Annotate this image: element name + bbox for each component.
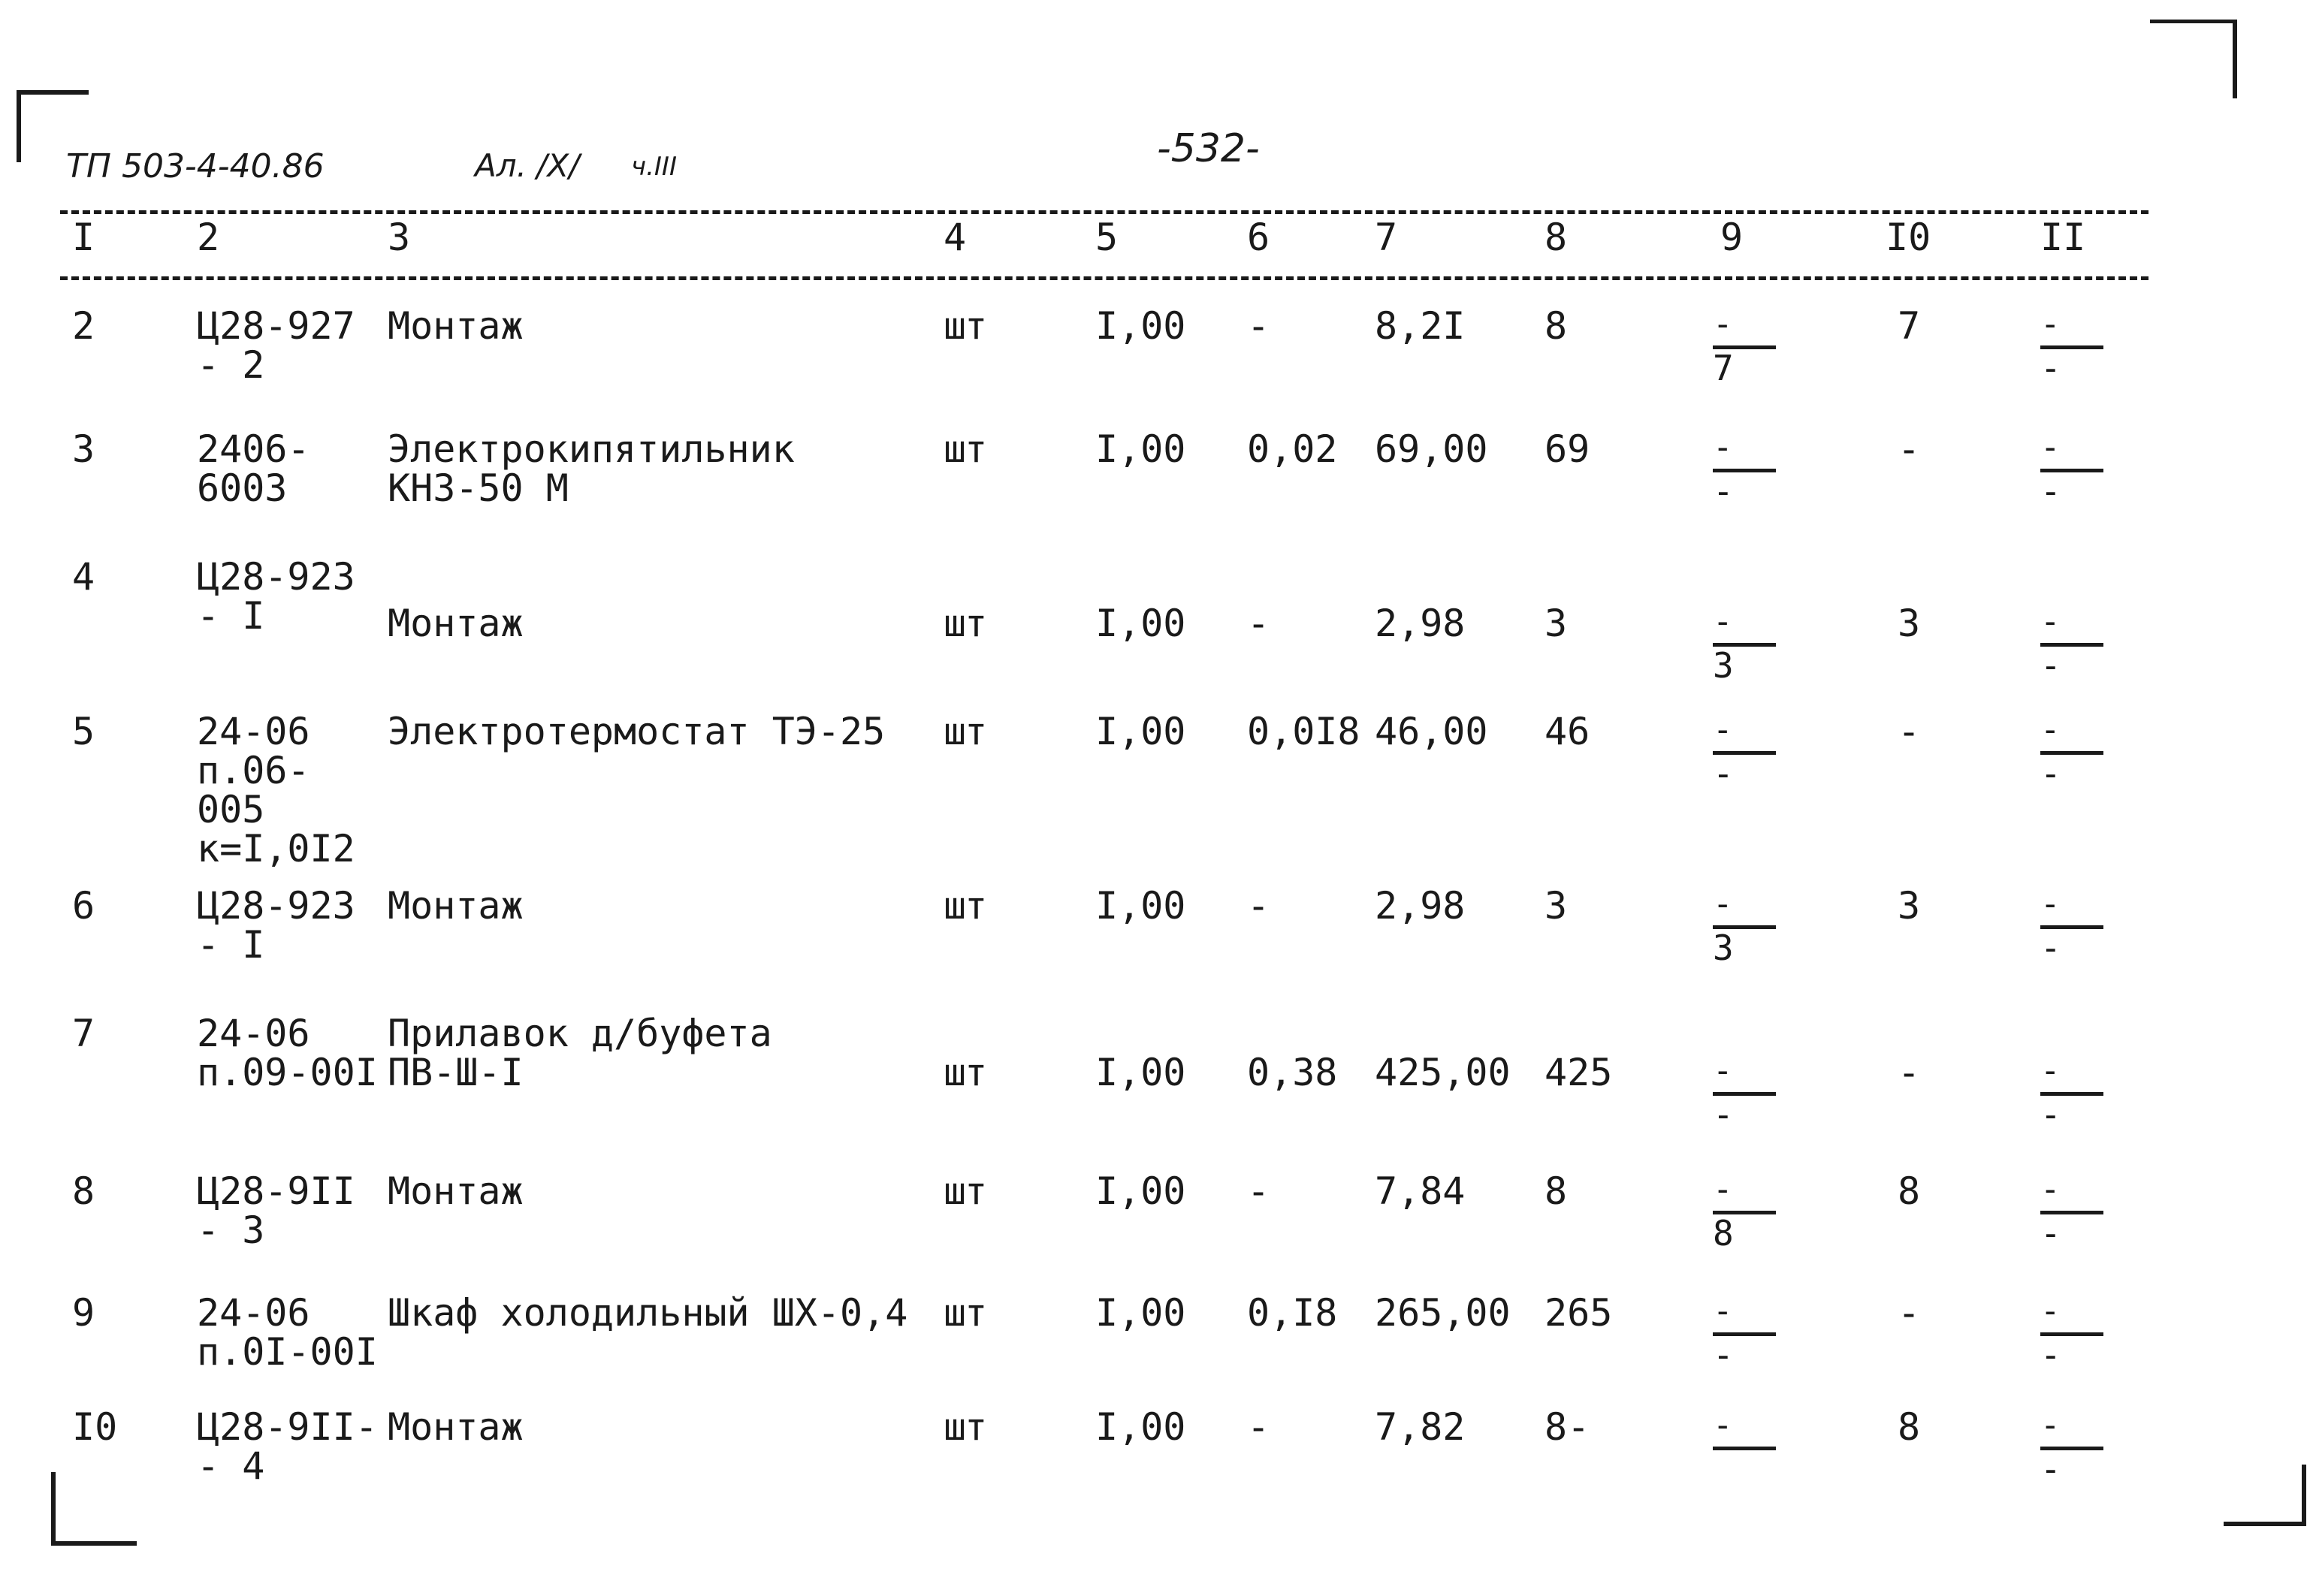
row-col10: 8 [1898, 1405, 1921, 1449]
row-col9-fraction [1713, 1170, 1785, 1256]
header-rule-bottom [60, 276, 2148, 280]
row-col9-fraction-numerator: - [1713, 602, 1733, 641]
row-name: Монтаж [388, 884, 524, 928]
row-col11-fraction-numerator: - [2040, 305, 2061, 343]
row-name: Монтаж [388, 1169, 524, 1213]
column-header-1: I [72, 216, 95, 259]
row-mass: 0,I8 [1247, 1291, 1338, 1335]
row-price: 2,98 [1375, 602, 1466, 645]
row-col9-fraction [1713, 1051, 1785, 1137]
row-code: Ц28-9II- - 4 [197, 1405, 378, 1488]
row-unit: шт [944, 304, 986, 348]
row-col11-fraction-denominator: - [2040, 928, 2061, 968]
row-mass: 0,38 [1247, 1051, 1338, 1094]
row-col10: - [1898, 1051, 1921, 1094]
row-col11-fraction-denominator: - [2040, 753, 2061, 794]
row-price: 46,00 [1375, 710, 1488, 753]
row-col9-fraction-denominator: - [1713, 471, 1734, 511]
row-code: 24-06 п.06- 005 к=I,0I2 [197, 710, 355, 870]
row-number: 9 [72, 1291, 95, 1335]
row-price: 7,84 [1375, 1169, 1466, 1213]
row-col10: - [1898, 427, 1921, 471]
column-header-11: II [2040, 216, 2086, 259]
row-quantity: I,00 [1095, 884, 1186, 928]
row-price: 425,00 [1375, 1051, 1511, 1094]
part-number: ч.III [631, 152, 677, 182]
row-col9-fraction-numerator: - [1713, 1170, 1733, 1208]
column-header-10: I0 [1886, 216, 1931, 259]
row-unit: шт [944, 1405, 986, 1449]
row-name: Монтаж [388, 1405, 524, 1449]
row-price: 2,98 [1375, 884, 1466, 928]
row-price: 69,00 [1375, 427, 1488, 471]
column-header-8: 8 [1545, 216, 1568, 259]
row-quantity: I,00 [1095, 1051, 1186, 1094]
row-total: 8- [1545, 1405, 1590, 1449]
row-col11-fraction-numerator: - [2040, 1051, 2061, 1090]
row-name: Монтаж [388, 304, 524, 348]
row-col9-fraction-bar [1713, 1447, 1776, 1450]
row-col11-fraction-numerator: - [2040, 711, 2061, 749]
row-total: 3 [1545, 884, 1568, 928]
row-col11-fraction [2040, 1292, 2112, 1377]
row-col10: 3 [1898, 602, 1921, 645]
row-unit: шт [944, 710, 986, 753]
row-col11-fraction-numerator: - [2040, 1170, 2061, 1208]
row-col9-fraction-denominator: 3 [1713, 645, 1734, 686]
row-code: 24-06 п.0I-00I [197, 1291, 378, 1374]
row-col10: 3 [1898, 884, 1921, 928]
row-mass: 0,0I8 [1247, 710, 1360, 753]
row-quantity: I,00 [1095, 427, 1186, 471]
row-total: 69 [1545, 427, 1590, 471]
row-col11-fraction [2040, 1170, 2112, 1256]
row-code: Ц28-923 - I [197, 884, 355, 967]
row-col11-fraction-denominator: - [2040, 645, 2061, 686]
row-col11-fraction-numerator: - [2040, 1406, 2061, 1444]
row-unit: шт [944, 427, 986, 471]
row-mass: - [1247, 304, 1270, 348]
row-col11-fraction-denominator: - [2040, 471, 2061, 511]
row-quantity: I,00 [1095, 602, 1186, 645]
row-col9-fraction-denominator: 3 [1713, 928, 1734, 968]
row-col11-fraction [2040, 305, 2112, 391]
column-header-3: 3 [388, 216, 411, 259]
row-number: 7 [72, 1012, 95, 1055]
row-unit: шт [944, 602, 986, 645]
row-col9-fraction-numerator: - [1713, 1406, 1733, 1444]
row-mass: - [1247, 884, 1270, 928]
row-name: Шкаф холодильный ШХ-0,4 [388, 1291, 908, 1335]
row-quantity: I,00 [1095, 1405, 1186, 1449]
row-col9-fraction-numerator: - [1713, 305, 1733, 343]
row-number: 5 [72, 710, 95, 753]
row-total: 265 [1545, 1291, 1613, 1335]
row-col10: - [1898, 1291, 1921, 1335]
row-col9-fraction-numerator: - [1713, 711, 1733, 749]
row-mass: 0,02 [1247, 427, 1338, 471]
row-col10: 8 [1898, 1169, 1921, 1213]
row-name: Электротермостат ТЭ-25 [388, 710, 886, 753]
row-code: 24-06 п.09-00I [197, 1012, 378, 1094]
row-mass: - [1247, 1405, 1270, 1449]
row-col11-fraction [2040, 428, 2112, 514]
row-col9-fraction [1713, 1292, 1785, 1377]
column-header-4: 4 [944, 216, 967, 259]
column-header-9: 9 [1720, 216, 1744, 259]
row-quantity: I,00 [1095, 304, 1186, 348]
row-col11-fraction-denominator: - [2040, 348, 2061, 388]
row-col11-fraction-denominator: - [2040, 1449, 2061, 1489]
row-quantity: I,00 [1095, 1291, 1186, 1335]
row-quantity: I,00 [1095, 710, 1186, 753]
row-unit: шт [944, 1291, 986, 1335]
corner-mark-bottom-left [51, 1472, 137, 1546]
row-mass: - [1247, 1169, 1270, 1213]
row-col11-fraction-numerator: - [2040, 602, 2061, 641]
row-col11-fraction-numerator: - [2040, 885, 2061, 923]
row-quantity: I,00 [1095, 1169, 1186, 1213]
row-unit: шт [944, 1051, 986, 1094]
column-header-7: 7 [1375, 216, 1398, 259]
page-number: -532- [1157, 126, 1260, 171]
row-col11-fraction [2040, 602, 2112, 688]
corner-mark-top-right [2150, 20, 2237, 98]
row-unit: шт [944, 1169, 986, 1213]
row-col11-fraction [2040, 711, 2112, 796]
row-total: 3 [1545, 602, 1568, 645]
row-unit: шт [944, 884, 986, 928]
row-col9-fraction-numerator: - [1713, 1292, 1733, 1330]
row-col9-fraction [1713, 305, 1785, 391]
row-total: 425 [1545, 1051, 1613, 1094]
document-code: ТП 503-4-40.86 [66, 147, 325, 186]
row-col9-fraction-numerator: - [1713, 885, 1733, 923]
row-name: Прилавок д/буфета ПВ-Ш-I [388, 1012, 772, 1094]
row-col11-fraction-denominator: - [2040, 1213, 2061, 1254]
row-code: Ц28-927 - 2 [197, 304, 355, 387]
row-name: Монтаж [388, 602, 524, 645]
row-col9-fraction [1713, 1406, 1785, 1492]
row-col9-fraction-denominator: 8 [1713, 1213, 1734, 1254]
row-col11-fraction [2040, 1406, 2112, 1492]
row-number: 2 [72, 304, 95, 348]
row-col9-fraction [1713, 885, 1785, 970]
row-code: Ц28-9II - 3 [197, 1169, 355, 1252]
row-mass: - [1247, 602, 1270, 645]
row-number: 4 [72, 555, 95, 599]
row-col10: 7 [1898, 304, 1921, 348]
row-col9-fraction [1713, 711, 1785, 796]
row-col10: - [1898, 710, 1921, 753]
row-col11-fraction-numerator: - [2040, 1292, 2061, 1330]
row-price: 265,00 [1375, 1291, 1511, 1335]
row-code: Ц28-923 - I [197, 555, 355, 638]
column-header-2: 2 [197, 216, 220, 259]
row-number: 6 [72, 884, 95, 928]
row-total: 8 [1545, 304, 1568, 348]
row-name: Электрокипятильник КНЗ-50 М [388, 427, 795, 510]
row-number: 3 [72, 427, 95, 471]
row-total: 46 [1545, 710, 1590, 753]
row-col9-fraction-numerator: - [1713, 1051, 1733, 1090]
row-number: I0 [72, 1405, 118, 1449]
row-col11-fraction-denominator: - [2040, 1094, 2061, 1135]
column-header-5: 5 [1095, 216, 1119, 259]
row-col9-fraction-denominator: - [1713, 753, 1734, 794]
row-col9-fraction [1713, 428, 1785, 514]
row-col11-fraction-numerator: - [2040, 428, 2061, 466]
row-col11-fraction-denominator: - [2040, 1335, 2061, 1375]
row-total: 8 [1545, 1169, 1568, 1213]
row-code: 2406- 6003 [197, 427, 310, 510]
album-number: Ал. /X/ [475, 147, 580, 184]
row-price: 8,2I [1375, 304, 1466, 348]
row-col9-fraction [1713, 602, 1785, 688]
row-price: 7,82 [1375, 1405, 1466, 1449]
row-col11-fraction [2040, 1051, 2112, 1137]
row-number: 8 [72, 1169, 95, 1213]
column-header-6: 6 [1247, 216, 1270, 259]
header-rule-top [60, 210, 2148, 214]
corner-mark-bottom-right [2224, 1465, 2306, 1526]
row-col9-fraction-numerator: - [1713, 428, 1733, 466]
row-col11-fraction [2040, 885, 2112, 970]
row-col9-fraction-denominator: - [1713, 1335, 1734, 1375]
row-col9-fraction-denominator: - [1713, 1094, 1734, 1135]
row-col9-fraction-denominator: 7 [1713, 348, 1734, 388]
